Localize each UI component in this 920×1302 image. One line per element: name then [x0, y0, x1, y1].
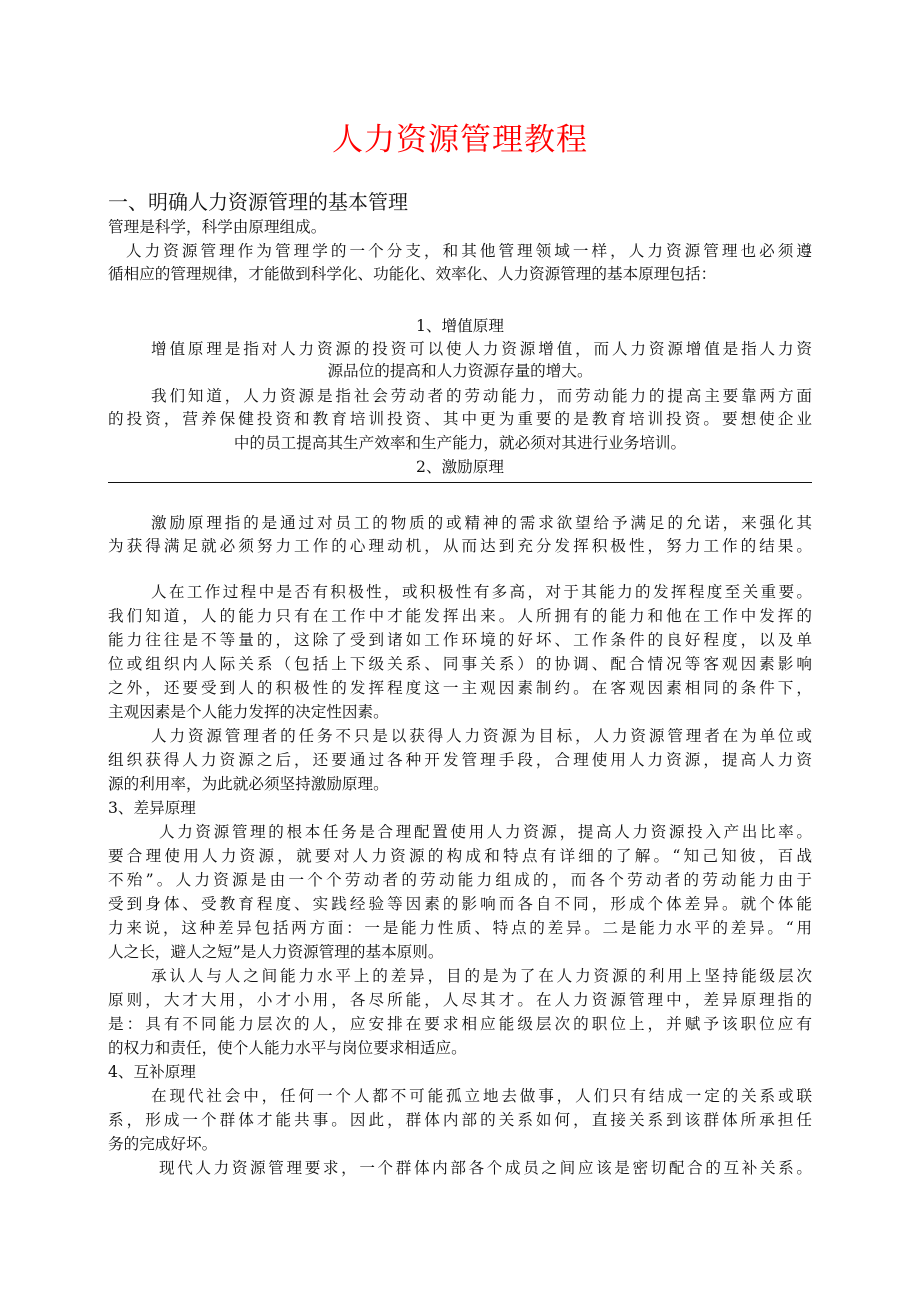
paragraph-line: 承认人与人之间能力水平上的差异，目的是为了在人力资源的利用上坚持能级层次: [151, 967, 812, 985]
paragraph-line: 受到身体、受教育程度、实践经验等因素的影响而各自不同，形成个体差异。就个体能: [108, 895, 812, 913]
subsection-heading: 1、增值原理: [416, 317, 504, 335]
paragraph-line: 人在工作过程中是否有积极性，或积极性有多高，对于其能力的发挥程度至关重要。: [151, 583, 812, 601]
paragraph-line: 中的员工提高其生产效率和生产能力，就必须对其进行业务培训。: [233, 434, 687, 452]
paragraph-line: 源品位的提高和人力资源存量的增大。: [327, 362, 593, 380]
paragraph-line: 力来说，这种差异包括两方面：一是能力性质、特点的差异。二是能力水平的差异。“用: [108, 919, 812, 937]
paragraph-line: 管理是科学，科学由原理组成。: [108, 218, 327, 236]
paragraph-line: 组织获得人力资源之后，还要通过各种开发管理手段，合理使用人力资源，提高人力资: [108, 751, 812, 769]
paragraph-line: 系，形成一个群体才能共事。因此，群体内部的关系如何，直接关系到该群体所承担任: [108, 1111, 812, 1129]
paragraph-line: 在现代社会中，任何一个人都不可能孤立地去做事，人们只有结成一定的关系或联: [151, 1087, 812, 1105]
paragraph-line: 位或组织内人际关系（包括上下级关系、同事关系）的协调、配合情况等客观因素影响: [108, 655, 812, 673]
paragraph-line: 人力资源管理作为管理学的一个分支，和其他管理领域一样，人力资源管理也必须遵: [126, 242, 812, 260]
paragraph-line: 的权力和责任，使个人能力水平与岗位要求相适应。: [108, 1039, 467, 1057]
paragraph-line: 原则，大才大用，小才小用，各尽所能，人尽其才。在人力资源管理中，差异原理指的: [108, 991, 812, 1009]
paragraph-line: 为获得满足就必须努力工作的心理动机，从而达到充分发挥积极性，努力工作的结果。: [108, 537, 812, 555]
subsection-heading: 2、激励原理: [416, 458, 504, 476]
paragraph-line: 的投资，营养保健投资和教育培训投资、其中更为重要的是教育培训投资。要想使企业: [108, 410, 812, 428]
horizontal-rule: [108, 482, 812, 483]
paragraph-line: 能力往往是不等量的，这除了受到诸如工作环境的好坏、工作条件的良好程度，以及单: [108, 631, 812, 649]
paragraph-line: 增值原理是指对人力资源的投资可以使人力资源增值，而人力资源增值是指人力资: [151, 340, 812, 358]
subsection-heading: 4、互补原理: [108, 1063, 196, 1081]
paragraph-line: 要合理使用人力资源，就要对人力资源的构成和特点有详细的了解。“知己知彼，百战: [108, 847, 812, 865]
paragraph-line: 激励原理指的是通过对员工的物质的或精神的需求欲望给予满足的允诺，来强化其: [151, 514, 812, 532]
paragraph-line: 主观因素是个人能力发挥的决定性因素。: [108, 703, 389, 721]
paragraph-line: 不殆”。人力资源是由一个个劳动者的劳动能力组成的，而各个劳动者的劳动能力由于: [108, 871, 812, 889]
paragraph-line: 循相应的管理规律，才能做到科学化、功能化、效率化、人力资源管理的基本原理包括：: [108, 265, 717, 283]
paragraph-line: 是：具有不同能力层次的人，应安排在要求相应能级层次的职位上，并赋予该职位应有: [108, 1015, 812, 1033]
section-heading: 一、明确人力资源管理的基本管理: [108, 190, 408, 214]
subsection-heading: 3、差异原理: [108, 799, 196, 817]
paragraph-line: 务的完成好坏。: [108, 1135, 218, 1153]
paragraph-line: 我们知道，人力资源是指社会劳动者的劳动能力，而劳动能力的提高主要靠两方面: [151, 387, 812, 405]
paragraph-line: 人力资源管理者的任务不只是以获得人力资源为目标，人力资源管理者在为单位或: [151, 727, 812, 745]
paragraph-line: 我们知道，人的能力只有在工作中才能发挥出来。人所拥有的能力和他在工作中发挥的: [108, 607, 812, 625]
paragraph-line: 之外，还要受到人的积极性的发挥程度这一主观因素制约。在客观因素相同的条件下，: [108, 679, 812, 697]
document-title: 人力资源管理教程: [332, 122, 588, 158]
paragraph-line: 现代人力资源管理要求，一个群体内部各个成员之间应该是密切配合的互补关系。: [159, 1159, 812, 1177]
paragraph-line: 源的利用率，为此就必须坚持激励原理。: [108, 775, 389, 793]
paragraph-line: 人之长，避人之短”是人力资源管理的基本原则。: [108, 943, 444, 961]
paragraph-line: 人力资源管理的根本任务是合理配置使用人力资源，提高人力资源投入产出比率。: [159, 823, 812, 841]
